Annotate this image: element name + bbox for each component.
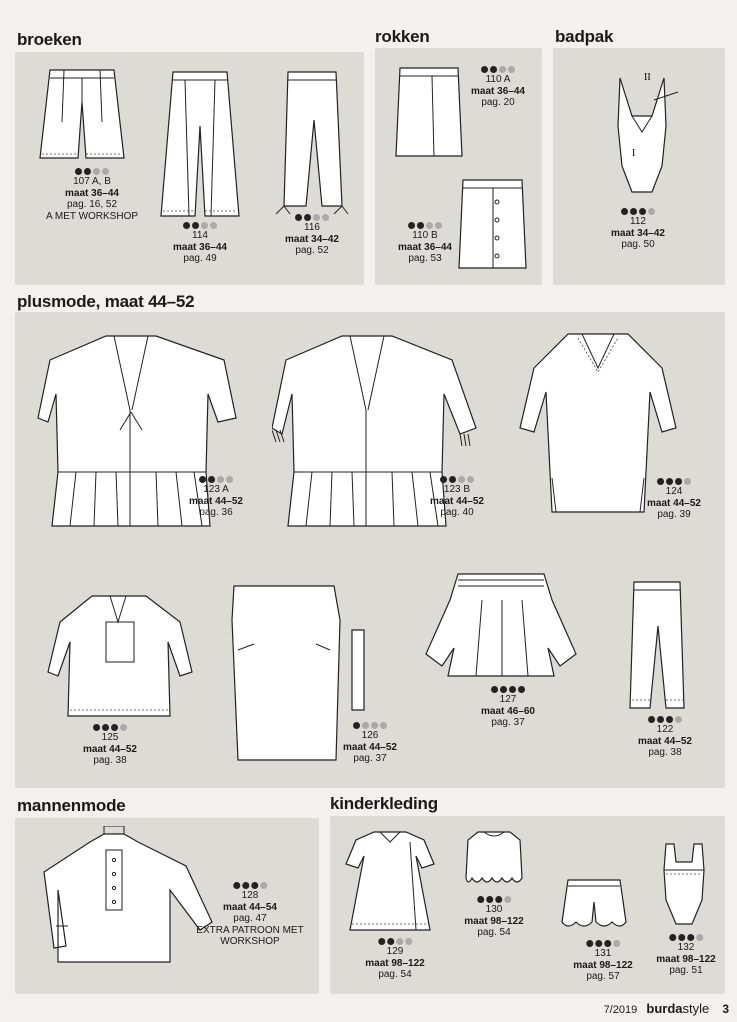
difficulty-dot xyxy=(426,222,433,229)
difficulty-dots xyxy=(611,208,665,215)
difficulty-dots xyxy=(481,686,535,693)
difficulty-dots xyxy=(464,896,524,903)
section-title-badpak: badpak xyxy=(555,27,614,46)
difficulty-dot xyxy=(509,686,516,693)
illustration-112-swimsuit xyxy=(602,70,682,200)
caption-122: 122 maat 44–52 pag. 38 xyxy=(638,716,692,759)
illustration-127-top xyxy=(422,570,580,682)
difficulty-dot xyxy=(260,882,267,889)
illustration-110a-skirt xyxy=(392,62,466,162)
difficulty-dot xyxy=(675,478,682,485)
illustration-116-pants xyxy=(272,66,352,216)
difficulty-dots xyxy=(285,214,339,221)
difficulty-dot xyxy=(251,882,258,889)
difficulty-dot xyxy=(295,214,302,221)
difficulty-dot xyxy=(669,934,676,941)
caption-107: 107 A, B maat 36–44 pag. 16, 52 A MET WORKSHOP xyxy=(46,168,138,222)
difficulty-dot xyxy=(648,716,655,723)
difficulty-dot xyxy=(648,208,655,215)
difficulty-dot xyxy=(586,940,593,947)
caption-123a: 123 A maat 44–52 pag. 36 xyxy=(189,476,243,519)
caption-128: 128 maat 44–54 pag. 47 EXTRA PATROON MET WORKSHOP xyxy=(196,882,303,948)
difficulty-dot xyxy=(666,716,673,723)
difficulty-dots xyxy=(398,222,452,229)
difficulty-dot xyxy=(449,476,456,483)
difficulty-dot xyxy=(435,222,442,229)
illustration-107-culottes xyxy=(32,62,132,162)
difficulty-dots xyxy=(573,940,633,947)
difficulty-dot xyxy=(657,478,664,485)
difficulty-dots xyxy=(471,66,525,73)
difficulty-dot xyxy=(508,66,515,73)
difficulty-dot xyxy=(490,66,497,73)
difficulty-dot xyxy=(111,724,118,731)
difficulty-dot xyxy=(604,940,611,947)
illustration-129-dress xyxy=(344,826,436,934)
difficulty-dots xyxy=(343,722,397,729)
difficulty-dot xyxy=(84,168,91,175)
illustration-132-swimsuit xyxy=(656,840,712,930)
difficulty-dot xyxy=(417,222,424,229)
difficulty-dot xyxy=(630,208,637,215)
difficulty-dot xyxy=(102,724,109,731)
section-title-mannenmode: mannenmode xyxy=(17,796,126,815)
section-title-plusmode: plusmode, maat 44–52 xyxy=(17,292,195,311)
brand-logo: burdastyle xyxy=(646,1001,710,1016)
difficulty-dots xyxy=(189,476,243,483)
difficulty-dot xyxy=(208,476,215,483)
difficulty-dot xyxy=(371,722,378,729)
illustration-114-trousers xyxy=(155,66,245,221)
illustration-122-leggings xyxy=(622,578,692,716)
difficulty-dot xyxy=(183,222,190,229)
page-number: 3 xyxy=(722,1002,729,1016)
difficulty-dot xyxy=(613,940,620,947)
difficulty-dots xyxy=(83,724,137,731)
difficulty-dot xyxy=(405,938,412,945)
difficulty-dot xyxy=(201,222,208,229)
difficulty-dot xyxy=(440,476,447,483)
illustration-130-top xyxy=(462,828,526,890)
illustration-125-blouse xyxy=(46,592,196,722)
caption-127: 127 maat 46–60 pag. 37 xyxy=(481,686,535,729)
difficulty-dot xyxy=(477,896,484,903)
difficulty-dot xyxy=(500,686,507,693)
difficulty-dot xyxy=(226,476,233,483)
difficulty-dots xyxy=(365,938,425,945)
difficulty-dot xyxy=(242,882,249,889)
difficulty-dot xyxy=(192,222,199,229)
difficulty-dot xyxy=(467,476,474,483)
section-title-rokken: rokken xyxy=(375,27,430,46)
difficulty-dot xyxy=(353,722,360,729)
label-part-1: I xyxy=(632,148,636,159)
difficulty-dot xyxy=(696,934,703,941)
caption-126: 126 maat 44–52 pag. 37 xyxy=(343,722,397,765)
difficulty-dots xyxy=(173,222,227,229)
caption-129: 129 maat 98–122 pag. 54 xyxy=(365,938,425,981)
illustration-131-shorts xyxy=(560,876,628,930)
difficulty-dot xyxy=(495,896,502,903)
difficulty-dot xyxy=(102,168,109,175)
difficulty-dot xyxy=(499,66,506,73)
difficulty-dot xyxy=(491,686,498,693)
difficulty-dot xyxy=(313,214,320,221)
difficulty-dot xyxy=(210,222,217,229)
section-title-broeken: broeken xyxy=(17,30,82,49)
difficulty-dot xyxy=(362,722,369,729)
caption-125: 125 maat 44–52 pag. 38 xyxy=(83,724,137,767)
difficulty-dot xyxy=(396,938,403,945)
difficulty-dot xyxy=(684,478,691,485)
difficulty-dots xyxy=(430,476,484,483)
difficulty-dot xyxy=(621,208,628,215)
caption-130: 130 maat 98–122 pag. 54 xyxy=(464,896,524,939)
difficulty-dot xyxy=(387,938,394,945)
difficulty-dot xyxy=(304,214,311,221)
difficulty-dot xyxy=(75,168,82,175)
caption-110a: 110 A maat 36–44 pag. 20 xyxy=(471,66,525,109)
difficulty-dot xyxy=(380,722,387,729)
label-part-2: II xyxy=(644,72,651,83)
difficulty-dots xyxy=(196,882,303,889)
difficulty-dot xyxy=(458,476,465,483)
difficulty-dot xyxy=(687,934,694,941)
page-footer xyxy=(604,1001,729,1016)
difficulty-dot xyxy=(518,686,525,693)
issue-date: 7/2019 xyxy=(603,1004,638,1016)
caption-123b: 123 B maat 44–52 pag. 40 xyxy=(430,476,484,519)
section-title-kinderkleding: kinderkleding xyxy=(330,794,438,813)
difficulty-dot xyxy=(378,938,385,945)
difficulty-dot xyxy=(120,724,127,731)
caption-114: 114 maat 36–44 pag. 49 xyxy=(173,222,227,265)
difficulty-dots xyxy=(656,934,716,941)
difficulty-dot xyxy=(93,168,100,175)
difficulty-dots xyxy=(46,168,138,175)
difficulty-dot xyxy=(408,222,415,229)
difficulty-dot xyxy=(199,476,206,483)
difficulty-dot xyxy=(504,896,511,903)
caption-132: 132 maat 98–122 pag. 51 xyxy=(656,934,716,977)
caption-116: 116 maat 34–42 pag. 52 xyxy=(285,214,339,257)
difficulty-dot xyxy=(657,716,664,723)
difficulty-dot xyxy=(675,716,682,723)
difficulty-dot xyxy=(233,882,240,889)
caption-110b: 110 B maat 36–44 pag. 53 xyxy=(398,222,452,265)
difficulty-dot xyxy=(322,214,329,221)
difficulty-dot xyxy=(678,934,685,941)
difficulty-dot xyxy=(93,724,100,731)
illustration-128-shirt xyxy=(40,826,216,966)
difficulty-dots xyxy=(647,478,701,485)
difficulty-dot xyxy=(217,476,224,483)
difficulty-dots xyxy=(638,716,692,723)
difficulty-dot xyxy=(666,478,673,485)
caption-131: 131 maat 98–122 pag. 57 xyxy=(573,940,633,983)
caption-112: 112 maat 34–42 pag. 50 xyxy=(611,208,665,251)
difficulty-dot xyxy=(595,940,602,947)
difficulty-dot xyxy=(486,896,493,903)
difficulty-dot xyxy=(639,208,646,215)
caption-124: 124 maat 44–52 pag. 39 xyxy=(647,478,701,521)
difficulty-dot xyxy=(481,66,488,73)
illustration-110b-skirt xyxy=(455,176,530,272)
